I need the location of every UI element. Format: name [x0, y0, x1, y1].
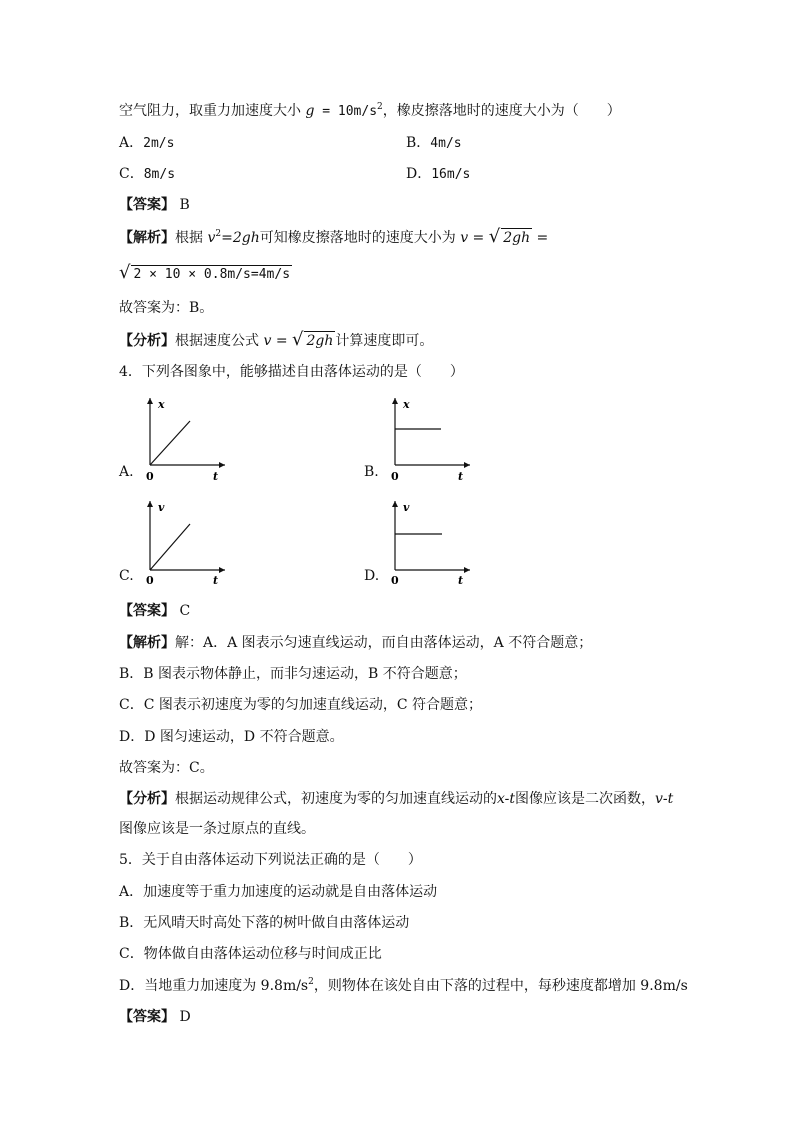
answer-value: C — [179, 603, 191, 619]
answer-tag: 【答案】 — [119, 197, 175, 213]
analysis-text: 根据 — [175, 230, 208, 246]
q3-option-c — [119, 163, 175, 185]
q4-answer — [119, 600, 190, 622]
fenxi-tag: 【分析】 — [119, 333, 175, 349]
graph-a-letter: A. — [119, 464, 134, 480]
fenxi-xt: x-t — [497, 791, 516, 807]
q4-analysis-2: B．B 图表示物体静止，而非匀速运动，B 不符合题意； — [119, 666, 467, 682]
analysis-sup: 2 — [215, 229, 222, 239]
answer-value: D — [179, 1009, 191, 1025]
answer-value: B — [179, 197, 190, 213]
option-d-text2: ，则物体在该处自由下落的过程中，每秒速度都增加 9.8m/s — [313, 978, 688, 994]
x-axis-arrow — [219, 462, 225, 468]
analysis-text2: 可知橡皮擦落地时的速度大小为 — [259, 230, 461, 246]
q5-option-a: A．加速度等于重力加速度的运动就是自由落体运动 — [119, 884, 438, 900]
analysis-formula-lhs: v = — [460, 230, 489, 246]
q5-option-d — [119, 975, 688, 997]
x-axis-arrow — [219, 567, 225, 573]
analysis-sqrt: 2gh — [503, 230, 531, 246]
q3-stem-sup: 2 — [377, 102, 383, 112]
y-axis-arrow — [392, 398, 398, 404]
q3-option-d — [406, 163, 470, 185]
q3-stem — [119, 100, 621, 122]
y-axis-label: x — [403, 398, 410, 411]
q4-conclusion: 故答案为：C。 — [119, 760, 214, 776]
q4-stem: 4．下列各图象中，能够描述自由落体运动的是（ ） — [119, 364, 464, 380]
x-axis-label: t — [213, 574, 219, 587]
graph-c — [140, 498, 230, 588]
q3-stem-eq: = 10m/s — [314, 104, 378, 119]
graph-d — [385, 498, 475, 588]
analysis-tail: = — [532, 230, 549, 246]
fenxi-vt: v-t — [655, 791, 674, 807]
q3-analysis-line2 — [119, 262, 292, 284]
q5-option-c: C．物体做自由落体运动位移与时间成正比 — [119, 946, 382, 962]
q3-option-b — [406, 132, 462, 154]
q3-answer — [119, 194, 190, 216]
q4-analysis-3: C．C 图表示初速度为零的匀加速直线运动，C 符合题意； — [119, 697, 483, 713]
option-d-sup: 2 — [308, 977, 314, 987]
origin-label: 0 — [391, 470, 399, 483]
q5-stem: 5．关于自由落体运动下列说法正确的是（ ） — [119, 852, 422, 868]
q4-analysis-4: D．D 图匀速运动，D 不符合题意。 — [119, 729, 344, 745]
analysis-line2: 2 × 10 × 0.8m/s=4m/s — [133, 267, 291, 282]
option-text: 2m/s — [143, 136, 175, 151]
option-text: 16m/s — [431, 167, 471, 182]
y-axis-arrow — [147, 398, 153, 404]
fenxi-lhs: v = — [263, 333, 292, 349]
fenxi-sqrt: 2gh — [306, 333, 334, 349]
y-axis-arrow — [147, 501, 153, 507]
sqrt-sign: √ — [292, 329, 304, 350]
y-axis-arrow — [392, 501, 398, 507]
fenxi-text: 根据运动规律公式，初速度为零的匀加速直线运动的 — [175, 791, 497, 807]
option-d-text: D．当地重力加速度为 9.8m/s — [119, 978, 309, 994]
answer-tag: 【答案】 — [119, 1009, 175, 1025]
fenxi-text2: 图像应该是二次函数， — [515, 791, 656, 807]
graph-a — [140, 395, 230, 485]
x-axis-arrow — [464, 567, 470, 573]
analysis-tag: 【解析】 — [119, 635, 175, 651]
x-axis-label: t — [458, 574, 464, 587]
analysis-tag: 【解析】 — [119, 230, 175, 246]
origin-label: 0 — [146, 574, 154, 587]
q4-analysis-1 — [119, 632, 592, 654]
q5-option-b: B．无风晴天时高处下落的树叶做自由落体运动 — [119, 915, 410, 931]
option-letter: D． — [406, 166, 432, 182]
graph-d-letter: D. — [364, 568, 380, 584]
option-text: 4m/s — [430, 136, 462, 151]
origin-label: 0 — [146, 470, 154, 483]
option-letter: B． — [406, 135, 431, 151]
analysis-v: v — [207, 230, 216, 246]
graph-b — [385, 395, 475, 485]
sqrt-sign: √ — [488, 226, 501, 247]
q3-stem-tail: ，橡皮擦落地时的速度大小为（ ） — [382, 103, 621, 119]
option-text: 8m/s — [143, 167, 176, 182]
x-axis-label: t — [458, 470, 464, 483]
y-axis-label: v — [403, 501, 410, 514]
sqrt-sign: √ — [119, 262, 131, 283]
analysis-text: 解：A．A 图表示匀速直线运动，而自由落体运动，A 不符合题意； — [175, 635, 593, 651]
origin-label: 0 — [391, 574, 399, 587]
graph-line — [150, 524, 190, 570]
fenxi-text: 根据速度公式 — [175, 333, 264, 349]
q4-fenxi-line2: 图像应该是一条过原点的直线。 — [119, 821, 315, 837]
y-axis-label: v — [158, 501, 165, 514]
analysis-eq: =2gh — [221, 230, 260, 246]
graph-c-letter: C. — [119, 568, 134, 584]
answer-tag: 【答案】 — [119, 603, 175, 619]
q3-conclusion: 故答案为：B。 — [119, 300, 214, 316]
q3-fenxi — [119, 329, 433, 351]
option-letter: C． — [119, 166, 144, 182]
option-letter: A． — [119, 135, 144, 151]
fenxi-text2: 计算速度即可。 — [335, 333, 434, 349]
q3-option-a — [119, 132, 174, 154]
fenxi-tag: 【分析】 — [119, 791, 175, 807]
q3-analysis — [119, 226, 548, 248]
graph-b-letter: B. — [364, 464, 379, 480]
x-axis-arrow — [464, 462, 470, 468]
y-axis-label: x — [158, 398, 165, 411]
q3-stem-text: 空气阻力，取重力加速度大小 — [119, 103, 301, 119]
q3-stem-g: g — [305, 103, 315, 119]
q4-fenxi — [119, 788, 673, 810]
x-axis-label: t — [213, 470, 219, 483]
q5-answer — [119, 1006, 191, 1028]
graph-line — [150, 421, 190, 465]
